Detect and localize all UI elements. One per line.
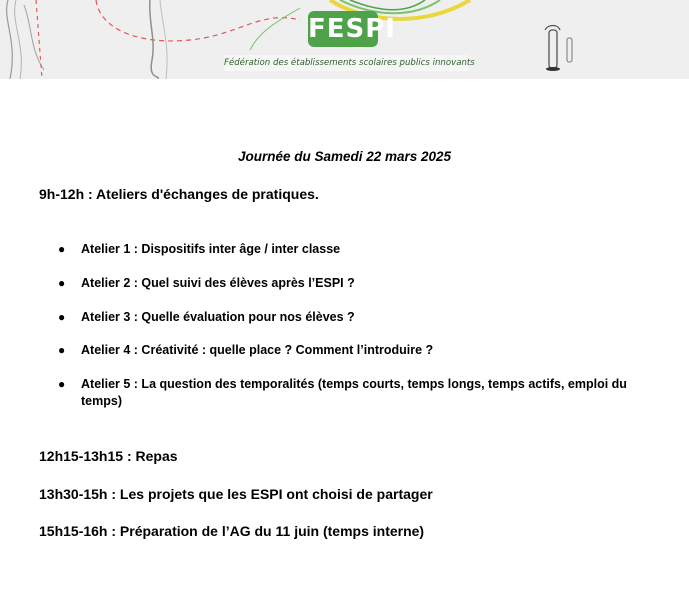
closing-session: 15h15-16h : Préparation de l’AG du 11 juin (temps interne): [39, 523, 425, 539]
logo-tagline: Fédération des établissements scolaires publics innovants: [224, 55, 468, 71]
bullet-icon: ●: [58, 310, 66, 324]
morning-session: 9h-12h : Ateliers d'échanges de pratiques.: [39, 186, 319, 202]
document-title: Journée du Samedi 22 mars 2025: [237, 149, 452, 164]
atelier-1: Atelier 1 : Dispositifs inter âge / inter classe: [81, 242, 341, 256]
bullet-icon: ●: [58, 343, 66, 357]
header-banner: [0, 0, 689, 79]
bullet-icon: ●: [58, 377, 66, 391]
lunch-session: 12h15-13h15 : Repas: [39, 448, 178, 464]
bullet-icon: ●: [58, 242, 66, 256]
atelier-2: Atelier 2 : Quel suivi des élèves après l’ESPI ?: [81, 276, 355, 290]
afternoon-session: 13h30-15h : Les projets que les ESPI ont choisi de partager: [39, 486, 433, 502]
atelier-3: Atelier 3 : Quelle évaluation pour nos élèves ?: [81, 310, 355, 324]
bullet-icon: ●: [58, 276, 66, 290]
atelier-4: Atelier 4 : Créativité : quelle place ? Comment l’introduire ?: [81, 343, 434, 357]
fespi-logo: FESPI: [308, 11, 378, 47]
atelier-5: Atelier 5 : La question des temporalités (temps courts, temps longs, temps actifs, emploi du temps): [81, 377, 627, 408]
